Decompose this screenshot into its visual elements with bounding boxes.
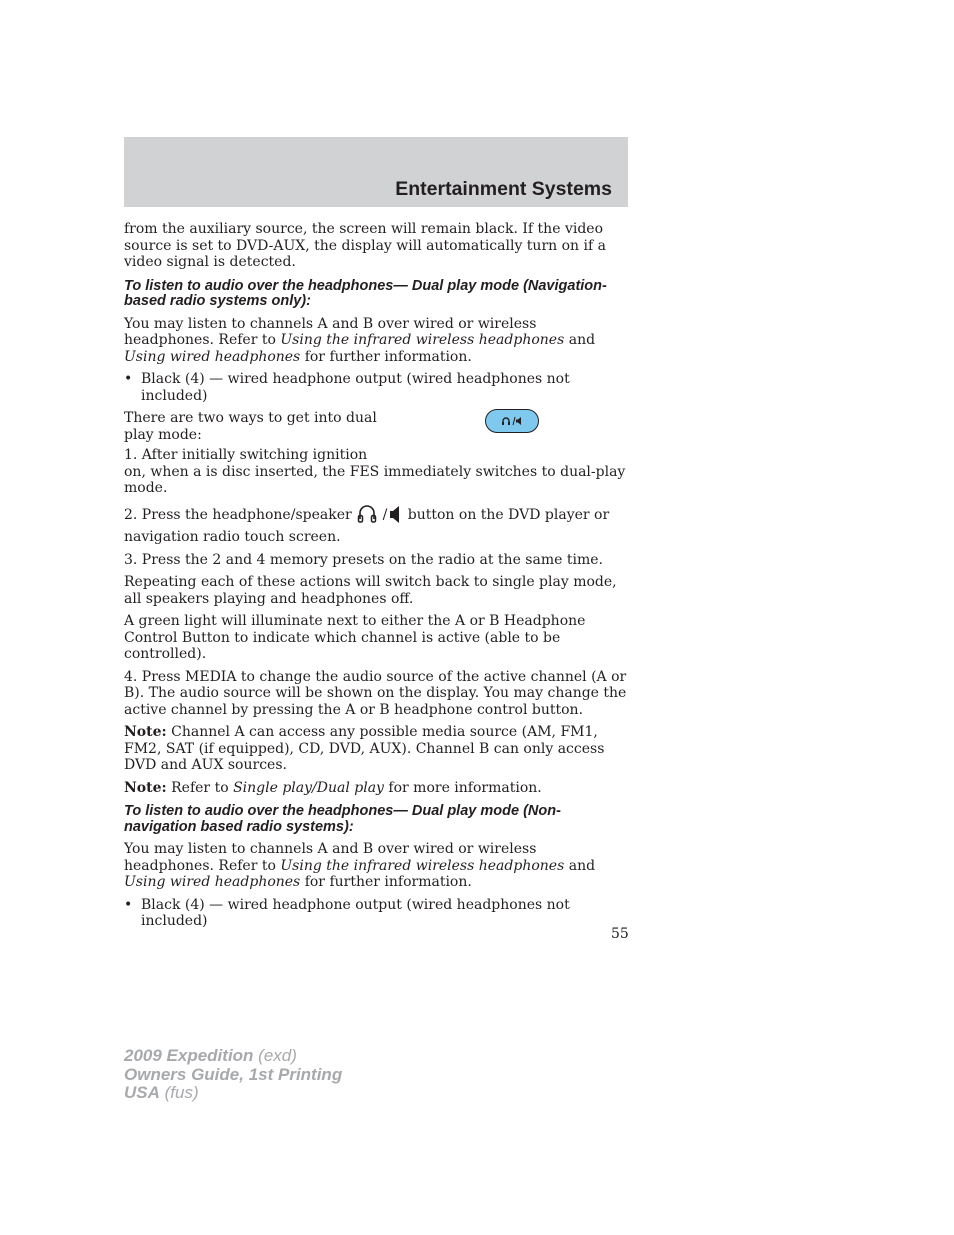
link-wired-headphones: Using wired headphones (124, 348, 301, 365)
list-item (124, 897, 629, 930)
footer-line-region: USA (fus) (124, 1083, 199, 1102)
paragraph-video-source: from the auxiliary source, the screen will remain black. If the video source is set to DVD-AUX, the display will automatically turn on if a video signal is detected. (124, 221, 606, 270)
headphone-speaker-button-icon (485, 409, 539, 433)
headphone-icon (356, 503, 378, 530)
subheading-non-navigation-dual-play: To listen to audio over the headphones— Dual play mode (Non-navigation based radio systems): (124, 803, 561, 835)
bullet-symbol: • (124, 371, 133, 387)
link-single-dual-play: Single play/Dual play (233, 779, 384, 796)
list-item (124, 371, 629, 404)
page-number: 55 (611, 926, 629, 942)
paragraph-step-2: 2. Press the headphone/speaker / button on the DVD player or navigation radio touch screen. (124, 503, 629, 546)
bullet-text: Black (4) — wired headphone output (wired headphones not included) (141, 896, 570, 929)
paragraph-channels-nav: You may listen to channels A and B over wired or wireless headphones. Refer to Using the infrared wireless headphones and Using wired headphones for further information. (124, 315, 596, 365)
section-title: Entertainment Systems (395, 178, 612, 200)
footer-line-guide: Owners Guide, 1st Printing (124, 1064, 343, 1084)
paragraph-step-3: 3. Press the 2 and 4 memory presets on the radio at the same time. (124, 551, 603, 568)
note-channel-access: Note: Channel A can access any possible media source (AM, FM1, FM2, SAT (if equipped), CD, DVD, AUX). Channel B can only access DVD and AUX sources. (124, 724, 605, 773)
section-header-band (124, 137, 628, 207)
paragraph-repeating: Repeating each of these actions will switch back to single play mode, all speakers playing and headphones off. (124, 574, 617, 607)
headphone-speaker-glyph-icon (497, 415, 527, 427)
paragraph-step-1: 1. After initially switching ignition on, when a is disc inserted, the FES immediately switches to dual-play mode. (124, 447, 626, 496)
link-wired-headphones: Using wired headphones (124, 874, 301, 890)
subheading-navigation-dual-play: To listen to audio over the headphones— Dual play mode (Navigation-based radio systems only): (124, 277, 607, 309)
paragraph-green-light: A green light will illuminate next to either the A or B Headphone Control Button to indicate which channel is active (able to be controlled). (124, 613, 586, 662)
footer-line-model: 2009 Expedition (exd) (124, 1046, 297, 1065)
paragraph-two-ways: There are two ways to get into dual play mode: (124, 410, 377, 443)
paragraph-step-4: 4. Press MEDIA to change the audio source of the active channel (A or B). The audio source will be shown on the display. You may change the active channel by pressing the A or B headphone control button. (124, 668, 627, 718)
page-content (124, 221, 629, 936)
link-infrared-headphones: Using the infrared wireless headphones (280, 332, 565, 348)
link-infrared-headphones: Using the infrared wireless headphones (280, 857, 565, 874)
bullet-symbol: • (124, 896, 133, 913)
note-single-dual: Note: Refer to Single play/Dual play for more information. (124, 779, 542, 796)
speaker-icon (387, 503, 403, 530)
paragraph-channels-non-nav: You may listen to channels A and B over wired or wireless headphones. Refer to Using the infrared wireless headphones and Using wired headphones for further information. (124, 841, 596, 890)
document-footer (124, 1047, 342, 1103)
dual-play-intro-row (124, 410, 629, 443)
bullet-text: Black (4) — wired headphone output (wired headphones not included) (141, 371, 570, 404)
